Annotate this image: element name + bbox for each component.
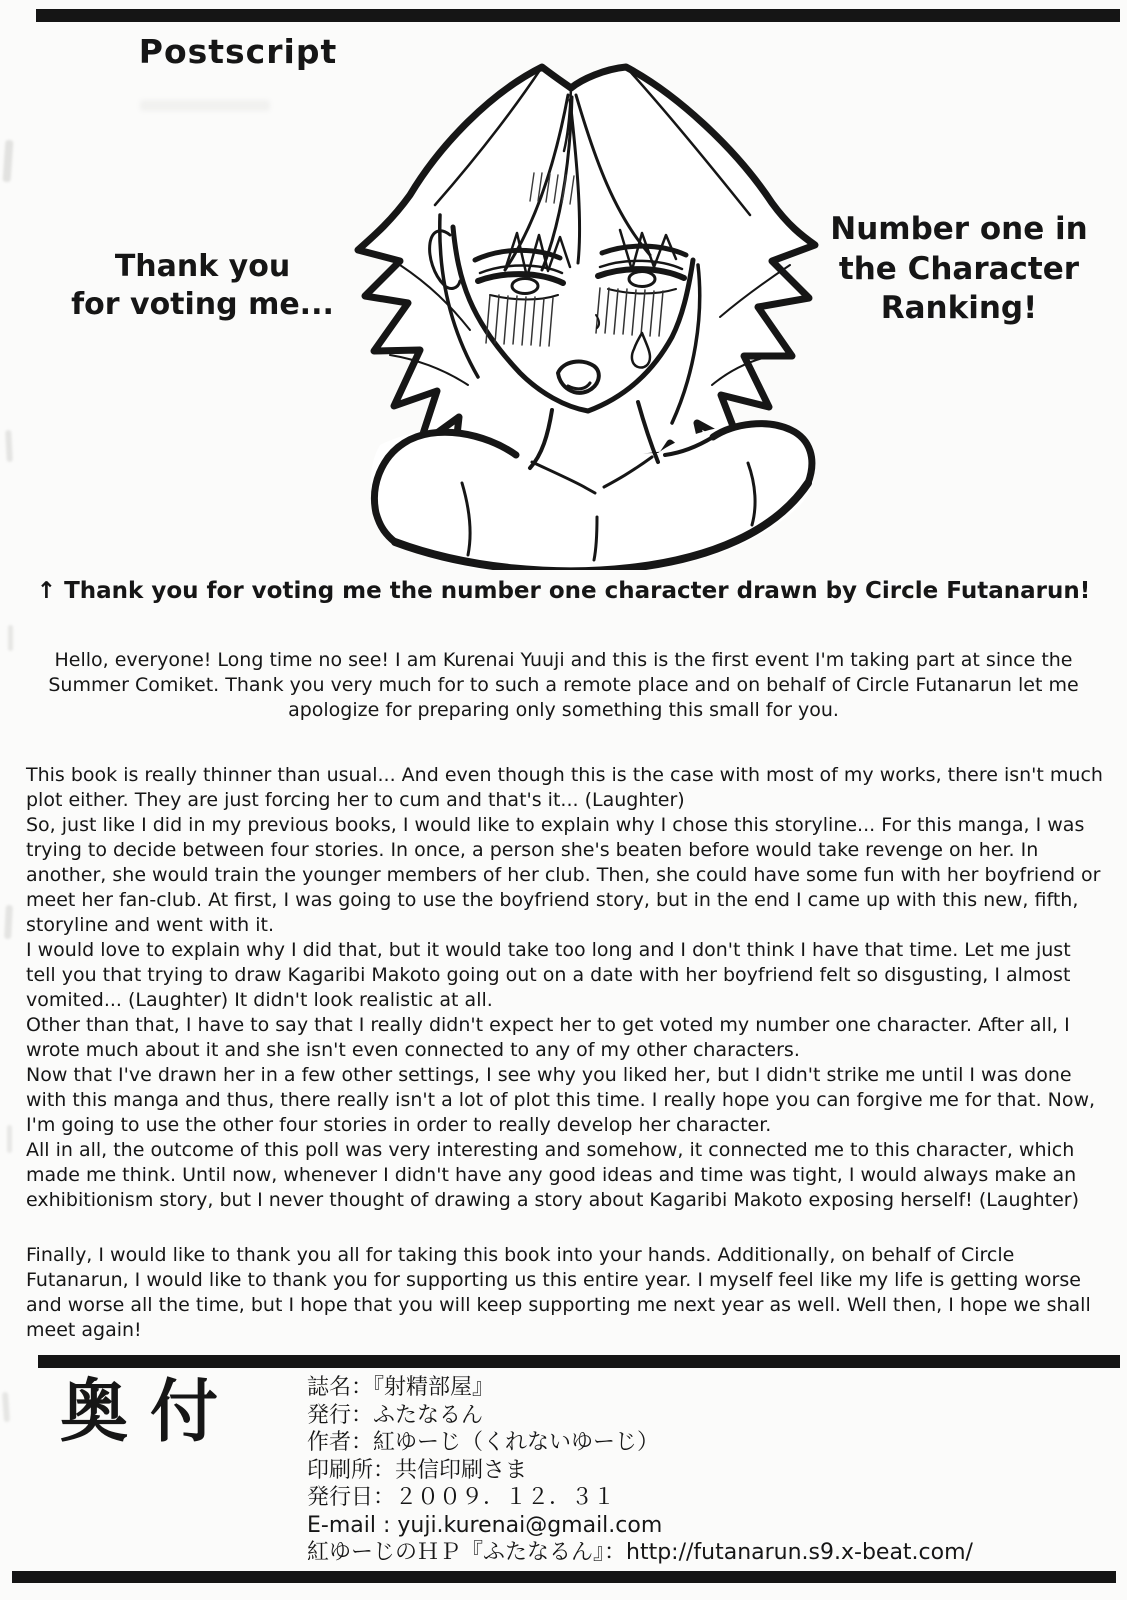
scan-noise <box>3 140 14 182</box>
body-paragraph: Other than that, I have to say that I really didn't expect her to get voted my number one character. After all, I wrote much about it and she isn't even connected to any of my other characters. <box>26 1014 1070 1061</box>
colophon-line-publisher: 発行：ふたなるん <box>307 1402 484 1428</box>
body-paragraph: I would love to explain why I did that, but it would take too long and I don't think I have that time. Let me just tell you that trying to draw Kagaribi Makoto going out on a date with her boyfriend felt so disgusting, I almost vomited... (Laughter) It didn't look realistic at all. <box>26 939 1071 1011</box>
colophon-heading: 奥付 <box>60 1372 241 1452</box>
top-rule-bar <box>36 9 1120 22</box>
colophon-line-book-title: 誌名：『射精部屋』 <box>307 1375 495 1400</box>
scan-noise <box>8 625 13 651</box>
colophon-info <box>307 1374 973 1567</box>
scan-smudge <box>140 100 270 111</box>
left-callout <box>55 248 350 325</box>
left-callout-line: Thank you <box>114 249 291 284</box>
bottom-rule-bar <box>12 1571 1116 1583</box>
colophon-line-email: E-mail : yuji.kurenai@gmail.com <box>307 1512 663 1538</box>
right-callout-line: Number one in <box>830 211 1088 247</box>
body-paragraph: This book is really thinner than usual... And even though this is the case with most of my works, there isn't much plot either. They are just forcing her to cum and that's it... (Laughter) <box>26 764 1103 811</box>
colophon-rule-bar <box>38 1355 1120 1368</box>
scan-noise <box>4 905 13 939</box>
body-paragraph: All in all, the outcome of this poll was very interesting and somehow, it connected me to this character, which made me think. Until now, whenever I didn't have any good ideas and time was tight, I would always make an exhibitionism story, but I never thought of drawing a story about Kagaribi Makoto exposing herself! (Laughter) <box>26 1139 1079 1211</box>
scan-noise <box>2 1392 10 1422</box>
colophon-line-printer: 印刷所：共信印刷さま <box>307 1457 528 1483</box>
illustration-caption: ↑ Thank you for voting me the number one character drawn by Circle Futanarun! <box>36 578 1091 604</box>
afterword-body <box>26 763 1106 1213</box>
body-paragraph: So, just like I did in my previous books, I would like to explain why I chose this storyline... For this manga, I was trying to decide between four stories. In once, a person she's beaten before would take revenge on her. In another, she would train the younger members of her club. Then, she could have some fun with her boyfriend or meet her fan-club. At first, I was going to use the boyfriend story, but in the end I came up with this new, fifth, storyline and went with it. <box>26 814 1101 936</box>
blushing-character-illustration <box>320 55 820 570</box>
intro-paragraph: Hello, everyone! Long time no see! I am Kurenai Yuuji and this is the first event I'm taking part at since the Summer Comiket. Thank you very much for to such a remote place and on behalf of Circle Futanarun let me apologize for preparing only something this small for you. <box>48 649 1079 721</box>
left-callout-line: for voting me... <box>71 287 334 323</box>
colophon-line-date: 発行日：２００９．１２．３１ <box>307 1485 616 1510</box>
right-callout-line: Ranking! <box>880 290 1038 327</box>
body-paragraph: Now that I've drawn her in a few other settings, I see why you liked her, but I didn't strike me until I was done with this manga and thus, there really isn't a lot of plot this time. I really hope you can forgive me for that. Now, I'm going to use the other four stories in order to really develop her character. <box>26 1064 1096 1136</box>
colophon-line-homepage: 紅ゆーじのＨＰ『ふたなるん』：http://futanarun.s9.x-beat.com/ <box>307 1540 973 1565</box>
scan-noise <box>5 430 13 462</box>
scan-noise <box>7 1125 12 1153</box>
right-callout <box>828 210 1090 329</box>
page-title: Postscript <box>138 32 338 71</box>
colophon-line-author: 作者：紅ゆーじ（くれないゆーじ） <box>307 1430 660 1455</box>
right-callout-line: the Character <box>838 250 1080 287</box>
closing-paragraph: Finally, I would like to thank you all for taking this book into your hands. Additionally, on behalf of Circle Futanarun, I would like to thank you for supporting us this entire year. I myself feel like my life is getting worse and worse all the time, but I hope that you will keep supporting me next year as well. Well then, I hope we shall meet again! <box>26 1244 1091 1341</box>
